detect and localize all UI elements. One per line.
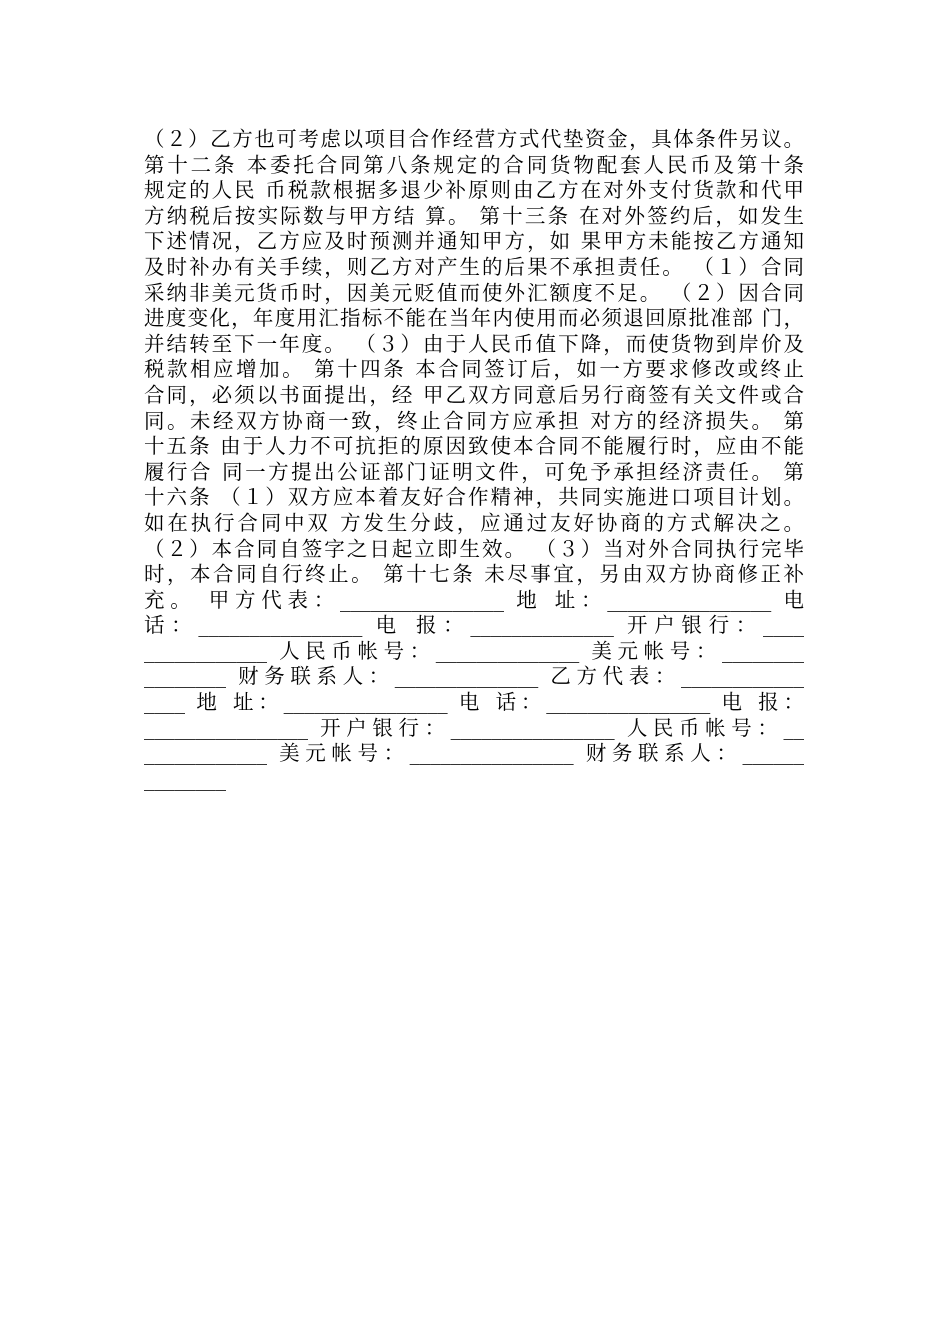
text-line: ________ 财务联系人：______________ 乙方代表：____________ xyxy=(144,664,804,689)
text-line: 十五条 由于人力不可抗拒的原因致使本合同不能履行时，应由不能 xyxy=(144,434,804,459)
contract-text xyxy=(144,127,804,792)
text-line: 充。 甲方代表：________________ 地 址：________________ 电 xyxy=(144,587,804,612)
text-line: 十六条 （１）双方应本着友好合作精神，共同实施进口项目计划。 xyxy=(144,485,804,510)
text-line: 合同，必须以书面提出，经 甲乙双方同意后另行商签有关文件或合 xyxy=(144,382,804,407)
text-line: ____________ 美元帐号：________________ 财务联系人：______ xyxy=(144,741,804,766)
text-line: 同。未经双方协商一致，终止合同方应承担 对方的经济损失。 第 xyxy=(144,408,804,433)
text-line: （２）乙方也可考虑以项目合作经营方式代垫资金，具体条件另议。 xyxy=(144,127,804,151)
text-line: 方纳税后按实际数与甲方结 算。 第十三条 在对外签约后，如发生 xyxy=(144,203,804,228)
text-line: ________ xyxy=(144,766,226,791)
text-line: 进度变化，年度用汇指标不能在当年内使用而必须退回原批准部 门， xyxy=(144,306,804,331)
text-line: 规定的人民 币税款根据多退少补原则由乙方在对外支付货款和代甲 xyxy=(144,178,804,203)
text-line: 及时补办有关手续，则乙方对产生的后果不承担责任。 （１）合同 xyxy=(144,254,804,279)
text-line: 履行合 同一方提出公证部门证明文件，可免予承担经济责任。 第 xyxy=(144,459,804,484)
text-line: 话：________________ 电 报：______________ 开户银行：____ xyxy=(144,613,804,638)
text-line: 下述情况，乙方应及时预测并通知甲方，如 果甲方未能按乙方通知 xyxy=(144,229,804,254)
text-line: ________________ 开户银行：________________ 人民币帐号：__ xyxy=(144,715,804,740)
text-line: 时，本合同自行终止。 第十七条 未尽事宜，另由双方协商修正补 xyxy=(144,562,804,587)
text-line: 如在执行合同中双 方发生分歧，应通过友好协商的方式解决之。 xyxy=(144,510,804,535)
text-line: 采纳非美元货币时，因美元贬值而使外汇额度不足。 （２）因合同 xyxy=(144,280,804,305)
text-line: ____________ 人民币帐号：______________ 美元帐号：________ xyxy=(144,638,804,663)
text-line: 并结转至下一年度。 （３）由于人民币值下降，而使货物到岸价及 xyxy=(144,331,804,356)
text-line: （２）本合同自签字之日起立即生效。 （３）当对外合同执行完毕 xyxy=(144,536,804,561)
text-line: 税款相应增加。 第十四条 本合同签订后，如一方要求修改或终止 xyxy=(144,357,804,382)
text-line: 第十二条 本委托合同第八条规定的合同货物配套人民币及第十条 xyxy=(144,152,804,177)
text-line: ____ 地 址：________________ 电 话：________________ 电 报： xyxy=(144,690,804,715)
